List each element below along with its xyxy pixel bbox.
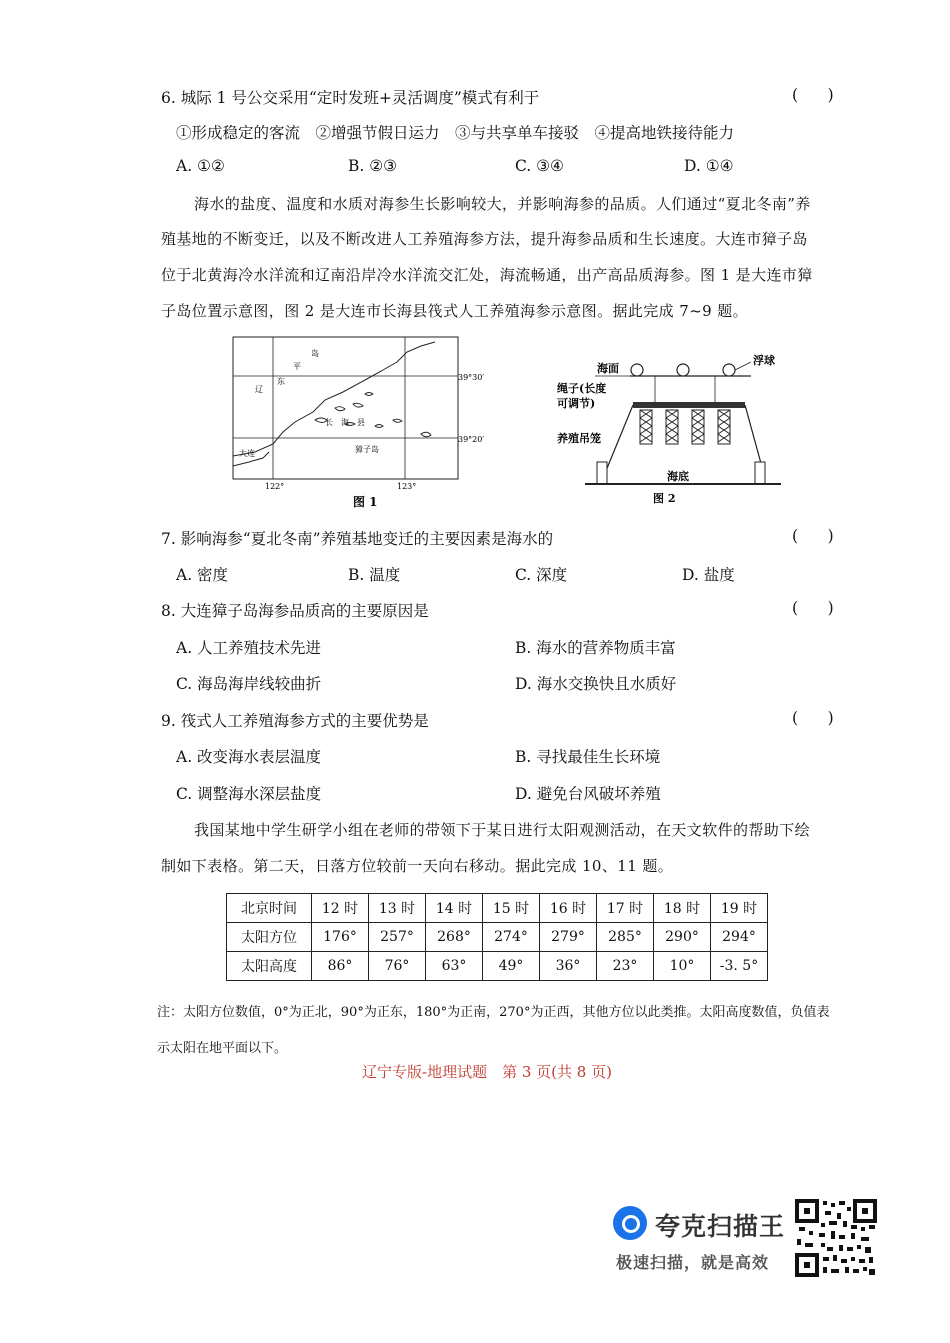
fig1-label-dao: 岛 xyxy=(311,349,319,358)
q7-option-c: C. 深度 xyxy=(515,566,568,584)
q9-option-b: B. 寻找最佳生长环境 xyxy=(515,748,661,766)
q6-option-c: C. ③④ xyxy=(515,157,564,175)
table-cell: 176° xyxy=(312,923,369,952)
passage1-line1: 海水的盐度、温度和水质对海参生长影响较大，并影响海参的品质。人们通过“夏北冬南”养 xyxy=(194,195,811,213)
fig2-label-float: 浮球 xyxy=(753,354,775,367)
scanner-slogan: 极速扫描，就是高效 xyxy=(616,1253,770,1272)
table-row xyxy=(227,952,768,981)
q7-stem: 7. 影响海参“夏北冬南”养殖基地变迁的主要因素是海水的 xyxy=(161,530,554,548)
table-cell: 268° xyxy=(426,923,483,952)
note-line2: 示太阳在地平面以下。 xyxy=(157,1041,288,1056)
table-cell: 18 时 xyxy=(654,894,711,923)
fig1-lon-2: 123° xyxy=(397,482,417,491)
sun-observation-table xyxy=(226,893,768,981)
fig1-label-ping: 平 xyxy=(293,362,301,371)
page-footer: 辽宁专版-地理试题 第 3 页(共 8 页) xyxy=(362,1063,612,1081)
q6-option-d: D. ①④ xyxy=(684,157,734,175)
table-cell: 12 时 xyxy=(312,894,369,923)
fig2-label-surface: 海面 xyxy=(597,362,619,375)
fig1-lon-1: 122° xyxy=(265,482,285,491)
q7-answer-paren: ( ) xyxy=(792,527,834,545)
table-row xyxy=(227,923,768,952)
table-cell: 294° xyxy=(711,923,768,952)
table-row xyxy=(227,894,768,923)
q7-option-b: B. 温度 xyxy=(348,566,401,584)
table-cell: 290° xyxy=(654,923,711,952)
q6-items: ①形成稳定的客流 ②增强节假日运力 ③与共享单车接驳 ④提高地铁接待能力 xyxy=(176,124,735,142)
table-cell: 北京时间 xyxy=(227,894,312,923)
q7-option-a: A. 密度 xyxy=(176,566,229,584)
q9-answer-paren: ( ) xyxy=(792,709,834,727)
fig2-label-rope-2: 可调节) xyxy=(557,397,596,410)
qr-code-icon xyxy=(795,1199,877,1277)
q6-answer-paren: ( ) xyxy=(792,86,834,104)
table-cell: 太阳高度 xyxy=(227,952,312,981)
passage2-line2: 制如下表格。第二天，日落方位较前一天向右移动。据此完成 10、11 题。 xyxy=(161,857,674,875)
q6-option-b: B. ②③ xyxy=(348,157,398,175)
table-cell: 285° xyxy=(597,923,654,952)
table-cell: 86° xyxy=(312,952,369,981)
passage1-line3: 位于北黄海冷水洋流和辽南沿岸冷水洋流交汇处，海流畅通，出产高品质海参。图 1 是大连市獐 xyxy=(161,266,813,284)
table-cell: 10° xyxy=(654,952,711,981)
table-cell: 太阳方位 xyxy=(227,923,312,952)
table-cell: 279° xyxy=(540,923,597,952)
fig1-label-changhai: 长 海 县 xyxy=(325,418,365,427)
q9-stem: 9. 筏式人工养殖海参方式的主要优势是 xyxy=(161,712,429,730)
q8-option-b: B. 海水的营养物质丰富 xyxy=(515,639,676,657)
q9-option-d: D. 避免台风破坏养殖 xyxy=(515,785,661,803)
fig2-label-bottom: 海底 xyxy=(667,470,689,483)
passage2-line1: 我国某地中学生研学小组在老师的带领下于某日进行太阳观测活动，在天文软件的帮助下绘 xyxy=(194,821,811,839)
passage1-line2: 殖基地的不断变迁，以及不断改进人工养殖海参方法，提升海参品质和生长速度。大连市獐子岛 xyxy=(161,230,808,248)
table-cell: 76° xyxy=(369,952,426,981)
table-cell: 19 时 xyxy=(711,894,768,923)
fig2-label-cage: 养殖吊笼 xyxy=(557,432,601,445)
table-cell: 13 时 xyxy=(369,894,426,923)
table-cell: 257° xyxy=(369,923,426,952)
fig1-label-zhangzi: 獐子岛 xyxy=(355,445,379,454)
table-cell: 14 时 xyxy=(426,894,483,923)
fig1-label-liao: 辽 xyxy=(255,385,263,394)
q8-stem: 8. 大连獐子岛海参品质高的主要原因是 xyxy=(161,602,429,620)
figure2-diagram xyxy=(555,350,795,510)
note-line1: 注：太阳方位数值，0°为正北，90°为正东，180°为正南，270°为正西，其他方位以此类推。太阳高度数值，负值表 xyxy=(157,1005,830,1020)
q9-option-a: A. 改变海水表层温度 xyxy=(176,748,322,766)
scanner-logo-icon xyxy=(613,1206,647,1240)
q8-option-d: D. 海水交换快且水质好 xyxy=(515,675,677,693)
table-cell: 274° xyxy=(483,923,540,952)
figure1-map xyxy=(225,334,495,512)
passage1-line4: 子岛位置示意图，图 2 是大连市长海县筏式人工养殖海参示意图。据此完成 7~9 题。 xyxy=(161,302,749,320)
fig1-lat-2: 39°20′ xyxy=(458,435,485,444)
scanner-brand: 夸克扫描王 xyxy=(655,1212,786,1241)
fig1-label-dong: 东 xyxy=(277,377,285,386)
fig2-label-rope-1: 绳子(长度 xyxy=(557,382,607,395)
q6-stem: 6. 城际 1 号公交采用“定时发班+灵活调度”模式有利于 xyxy=(161,89,540,107)
q8-answer-paren: ( ) xyxy=(792,599,834,617)
q8-option-a: A. 人工养殖技术先进 xyxy=(176,639,322,657)
table-cell: 15 时 xyxy=(483,894,540,923)
table-cell: 23° xyxy=(597,952,654,981)
table-cell: 16 时 xyxy=(540,894,597,923)
table-cell: 36° xyxy=(540,952,597,981)
fig1-caption: 图 1 xyxy=(353,495,378,509)
table-cell: 49° xyxy=(483,952,540,981)
q7-option-d: D. 盐度 xyxy=(682,566,735,584)
q6-option-a: A. ①② xyxy=(176,157,225,175)
table-cell: 17 时 xyxy=(597,894,654,923)
q9-option-c: C. 调整海水深层盐度 xyxy=(176,785,322,803)
fig1-label-dalian: 大连 xyxy=(239,449,255,458)
table-cell: -3. 5° xyxy=(711,952,768,981)
table-cell: 63° xyxy=(426,952,483,981)
fig1-lat-1: 39°30′ xyxy=(458,373,485,382)
q8-option-c: C. 海岛海岸线较曲折 xyxy=(176,675,322,693)
fig2-caption: 图 2 xyxy=(653,492,676,505)
